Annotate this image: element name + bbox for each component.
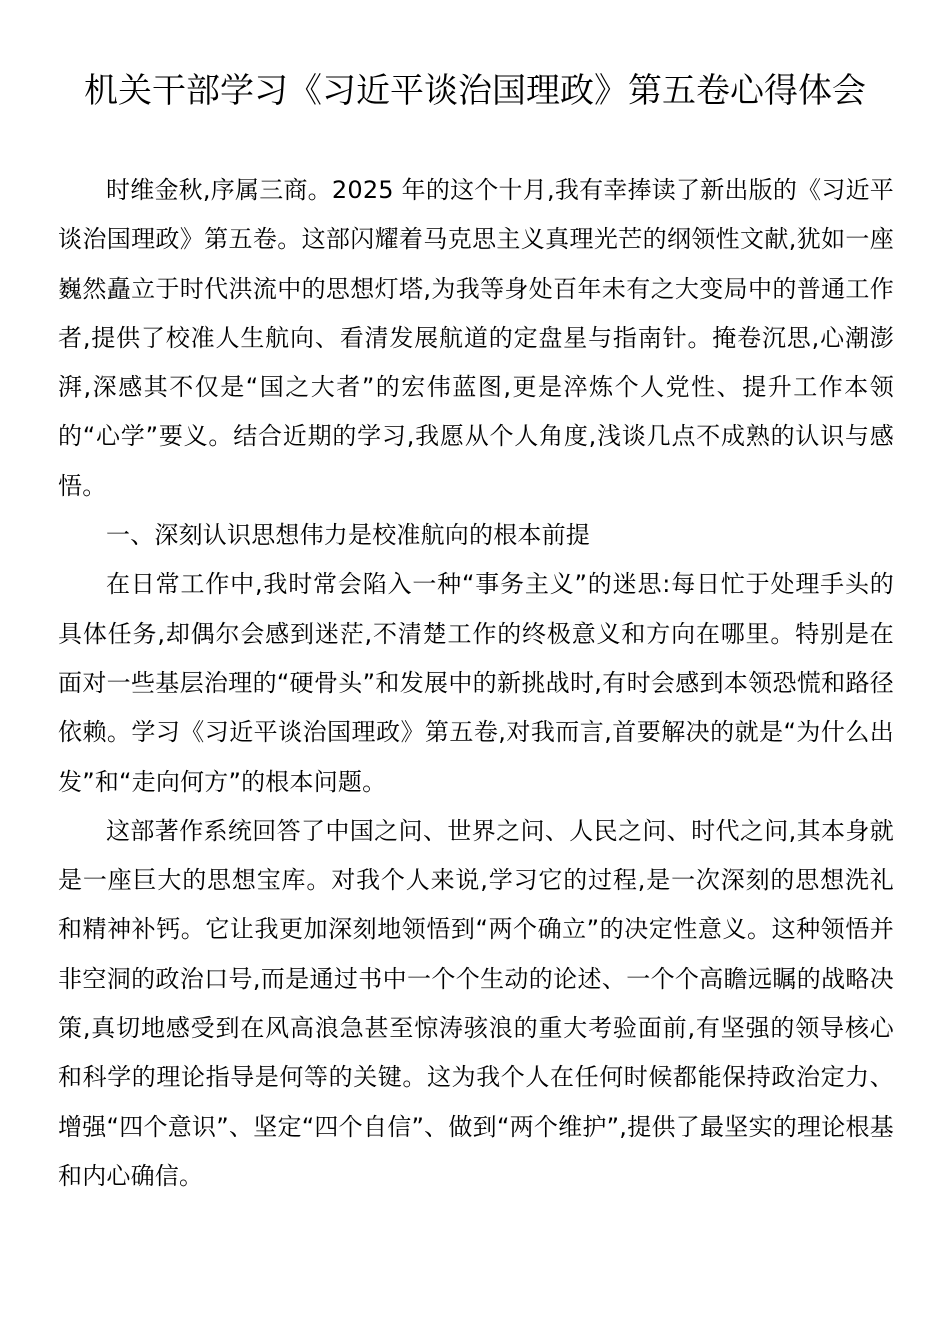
document-body xyxy=(58,166,894,1201)
body-paragraph: 在日常工作中,我时常会陷入一种“事务主义”的迷思:每日忙于处理手头的具体任务,却偶尔会感到迷茫,不清楚工作的终极意义和方向在哪里。特别是在面对一些基层治理的“硬骨头”和发展中的新挑战时,有时会感到本领恐慌和路径依赖。学习《习近平谈治国理政》第五卷,对我而言,首要解决的就是“为什么出发”和“走向何方”的根本问题。 xyxy=(58,570,894,796)
intro-paragraph: 时维金秋,序属三商。2025 年的这个十月,我有幸捧读了新出版的《习近平谈治国理政》第五卷。这部闪耀着马克思主义真理光芒的纲领性文献,犹如一座巍然矗立于时代洪流中的思想灯塔,为我等身处百年未有之大变局中的普通工作者,提供了校准人生航向、看清发展航道的定盘星与指南针。掩卷沉思,心潮澎湃,深感其不仅是“国之大者”的宏伟蓝图,更是淬炼个人党性、提升工作本领的“心学”要义。结合近期的学习,我愿从个人角度,浅谈几点不成熟的认识与感悟。 xyxy=(58,176,894,500)
section-heading-1: 一、深刻认识思想伟力是校准航向的根本前提 xyxy=(106,521,590,550)
body-paragraph: 这部著作系统回答了中国之问、世界之问、人民之问、时代之问,其本身就是一座巨大的思想宝库。对我个人来说,学习它的过程,是一次深刻的思想洗礼和精神补钙。它让我更加深刻地领悟到“两个确立”的决定性意义。这种领悟并非空洞的政治口号,而是通过书中一个个生动的论述、一个个高瞻远瞩的战略决策,真切地感受到在风高浪急甚至惊涛骇浪的重大考验面前,有坚强的领导核心和科学的理论指导是何等的关键。这为我个人在任何时候都能保持政治定力、增强“四个意识”、坚定“四个自信”、做到“两个维护”,提供了最坚实的理论根基和内心确信。 xyxy=(58,816,894,1190)
document-title: 机关干部学习《习近平谈治国理政》第五卷心得体会 xyxy=(84,71,866,111)
